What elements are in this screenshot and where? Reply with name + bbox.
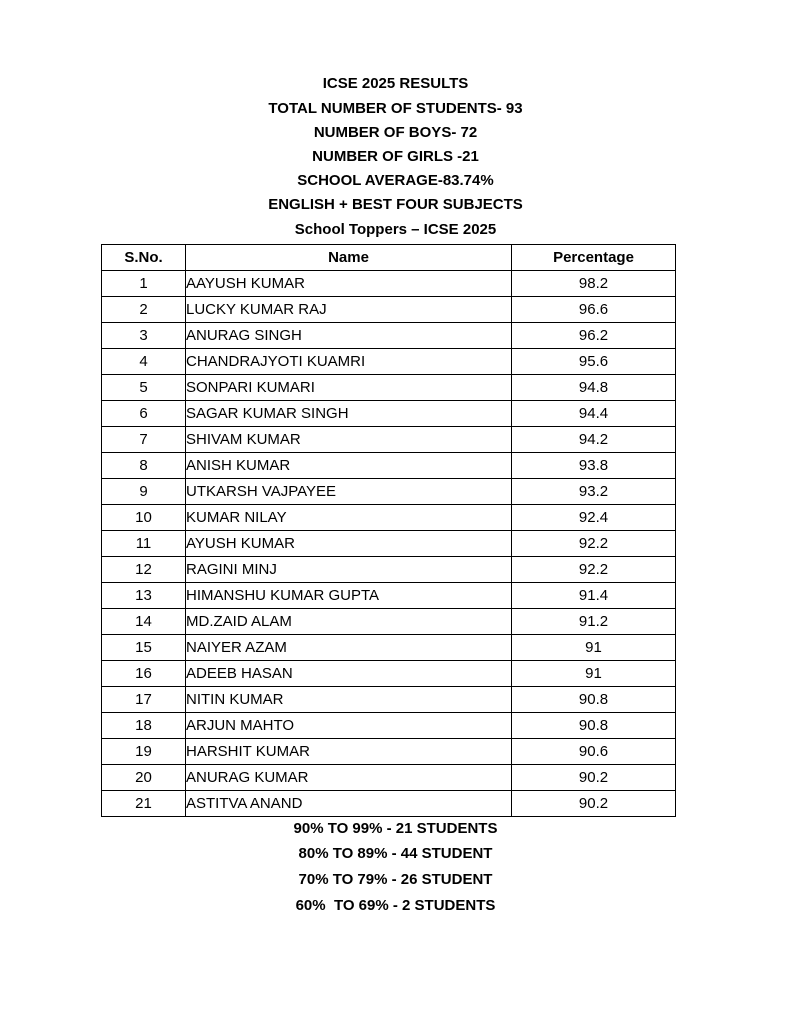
table-row: [102, 661, 676, 687]
results-title: ICSE 2025 RESULTS: [322, 75, 469, 92]
cell-percentage: 94.8: [512, 375, 676, 401]
cell-name: ANURAG SINGH: [186, 323, 512, 349]
subjects-basis-line: ENGLISH + BEST FOUR SUBJECTS: [268, 196, 523, 213]
range-90-99-line: 90% TO 99% - 21 STUDENTS: [293, 820, 498, 837]
cell-name: CHANDRAJYOTI KUAMRI: [186, 349, 512, 375]
table-row: [102, 401, 676, 427]
cell-sno: 2: [102, 297, 186, 323]
cell-percentage: 91: [512, 635, 676, 661]
cell-sno: 14: [102, 609, 186, 635]
cell-name: ANISH KUMAR: [186, 453, 512, 479]
cell-sno: 21: [102, 791, 186, 817]
cell-name: AYUSH KUMAR: [186, 531, 512, 557]
cell-name: NAIYER AZAM: [186, 635, 512, 661]
table-row: [102, 479, 676, 505]
cell-percentage: 93.2: [512, 479, 676, 505]
table-row: [102, 713, 676, 739]
cell-name: NITIN KUMAR: [186, 687, 512, 713]
cell-percentage: 91: [512, 661, 676, 687]
cell-name: KUMAR NILAY: [186, 505, 512, 531]
cell-sno: 9: [102, 479, 186, 505]
table-row: [102, 583, 676, 609]
table-row: [102, 271, 676, 297]
table-row: [102, 323, 676, 349]
cell-percentage: 92.4: [512, 505, 676, 531]
cell-sno: 3: [102, 323, 186, 349]
cell-sno: 1: [102, 271, 186, 297]
cell-sno: 5: [102, 375, 186, 401]
cell-sno: 11: [102, 531, 186, 557]
column-header-sno: S.No.: [102, 245, 186, 271]
column-header-name: Name: [186, 245, 512, 271]
cell-sno: 16: [102, 661, 186, 687]
cell-name: LUCKY KUMAR RAJ: [186, 297, 512, 323]
cell-percentage: 96.2: [512, 323, 676, 349]
cell-sno: 7: [102, 427, 186, 453]
cell-percentage: 91.2: [512, 609, 676, 635]
cell-sno: 12: [102, 557, 186, 583]
cell-percentage: 95.6: [512, 349, 676, 375]
table-row: [102, 375, 676, 401]
cell-sno: 13: [102, 583, 186, 609]
range-60-69-line: 60% TO 69% - 2 STUDENTS: [295, 897, 496, 914]
cell-name: SAGAR KUMAR SINGH: [186, 401, 512, 427]
cell-sno: 18: [102, 713, 186, 739]
cell-sno: 6: [102, 401, 186, 427]
cell-sno: 4: [102, 349, 186, 375]
cell-name: ADEEB HASAN: [186, 661, 512, 687]
cell-sno: 17: [102, 687, 186, 713]
table-row: [102, 635, 676, 661]
cell-name: ASTITVA ANAND: [186, 791, 512, 817]
table-row: [102, 505, 676, 531]
cell-name: RAGINI MINJ: [186, 557, 512, 583]
cell-percentage: 96.6: [512, 297, 676, 323]
cell-percentage: 91.4: [512, 583, 676, 609]
table-row: [102, 687, 676, 713]
cell-name: ARJUN MAHTO: [186, 713, 512, 739]
girls-count-line: NUMBER OF GIRLS -21: [312, 148, 479, 165]
table-row: [102, 557, 676, 583]
cell-percentage: 93.8: [512, 453, 676, 479]
table-row: [102, 531, 676, 557]
column-header-percentage: Percentage: [512, 245, 676, 271]
cell-name: SONPARI KUMARI: [186, 375, 512, 401]
table-header-row: [102, 245, 676, 271]
cell-sno: 19: [102, 739, 186, 765]
cell-name: UTKARSH VAJPAYEE: [186, 479, 512, 505]
table-row: [102, 609, 676, 635]
cell-name: ANURAG KUMAR: [186, 765, 512, 791]
cell-name: AAYUSH KUMAR: [186, 271, 512, 297]
total-students-line: TOTAL NUMBER OF STUDENTS- 93: [268, 100, 523, 117]
table-row: [102, 427, 676, 453]
cell-percentage: 92.2: [512, 531, 676, 557]
cell-name: SHIVAM KUMAR: [186, 427, 512, 453]
cell-percentage: 90.6: [512, 739, 676, 765]
cell-sno: 8: [102, 453, 186, 479]
cell-percentage: 90.8: [512, 687, 676, 713]
table-row: [102, 453, 676, 479]
table-row: [102, 297, 676, 323]
cell-percentage: 94.2: [512, 427, 676, 453]
table-row: [102, 765, 676, 791]
table-row: [102, 739, 676, 765]
toppers-caption: School Toppers – ICSE 2025: [294, 221, 497, 238]
cell-sno: 10: [102, 505, 186, 531]
range-70-79-line: 70% TO 79% - 26 STUDENT: [298, 871, 493, 888]
boys-count-line: NUMBER OF BOYS- 72: [313, 124, 478, 141]
cell-sno: 15: [102, 635, 186, 661]
cell-percentage: 92.2: [512, 557, 676, 583]
cell-percentage: 98.2: [512, 271, 676, 297]
cell-name: MD.ZAID ALAM: [186, 609, 512, 635]
table-row: [102, 791, 676, 817]
table-row: [102, 349, 676, 375]
range-80-89-line: 80% TO 89% - 44 STUDENT: [298, 845, 493, 862]
cell-name: HARSHIT KUMAR: [186, 739, 512, 765]
cell-percentage: 90.8: [512, 713, 676, 739]
toppers-table: [101, 244, 676, 817]
cell-percentage: 90.2: [512, 765, 676, 791]
cell-sno: 20: [102, 765, 186, 791]
cell-percentage: 94.4: [512, 401, 676, 427]
school-average-line: SCHOOL AVERAGE-83.74%: [297, 172, 494, 189]
cell-name: HIMANSHU KUMAR GUPTA: [186, 583, 512, 609]
cell-percentage: 90.2: [512, 791, 676, 817]
